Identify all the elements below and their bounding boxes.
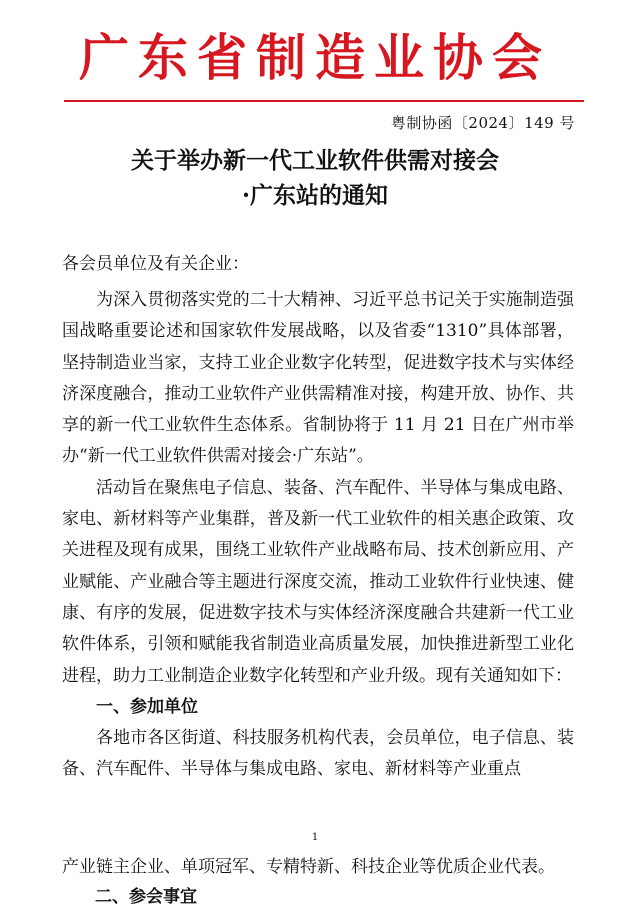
document-body — [62, 285, 574, 786]
document-title-line-1: 关于举办新一代工业软件供需对接会 — [131, 147, 499, 174]
page-number: 1 — [311, 832, 319, 843]
paragraph-continuation: 产业链主企业、单项冠军、专精特新、科技企业等优质企业代表。 — [62, 857, 555, 877]
document-title-line-2: ·广东站的通知 — [241, 182, 388, 209]
organization-letterhead: 广东省制造业协会 — [79, 29, 551, 87]
document-number: 粤制协函〔2024〕149 号 — [390, 114, 575, 132]
section-heading-attendance: 二、参会事宜 — [95, 887, 197, 907]
letterhead-divider — [64, 100, 584, 102]
paragraph-participants: 各地市各区街道、科技服务机构代表，会员单位，电子信息、装备、汽车配件、半导体与集成电路、家电、新材料等产业重点 — [62, 728, 574, 780]
section-heading-participants: 一、参加单位 — [96, 696, 198, 717]
salutation: 各会员单位及有关企业： — [62, 254, 249, 274]
paragraph-purpose: 活动旨在聚焦电子信息、装备、汽车配件、半导体与集成电路、家电、新材料等产业集群，普及新一代工业软件的相关惠企政策、攻关进程及现有成果，围绕工业软件产业战略布局、技术创新应用、产业赋能、产业融合等主题进行深度交流，推动工业软件行业快速、健康、有序的发展，促进数字技术与实体经济深度融合共建新一代工业软件体系，引领和赋能我省制造业高质量发展，加快推进新型工业化进程，助力工业制造企业数字化转型和产业升级。现有关通知如下： — [62, 477, 574, 686]
paragraph-intro: 为深入贯彻落实党的二十大精神、习近平总书记关于实施制造强国战略重要论述和国家软件发展战略，以及省委“1310”具体部署，坚持制造业当家，支持工业企业数字化转型，促进数字技术与实体经济深度融合，推动工业软件产业供需精准对接，构建开放、协作、共享的新一代工业软件生态体系。省制协将于 11 月 21 日在广州市举办“新一代工业软件供需对接会·广东站”。 — [62, 290, 574, 467]
